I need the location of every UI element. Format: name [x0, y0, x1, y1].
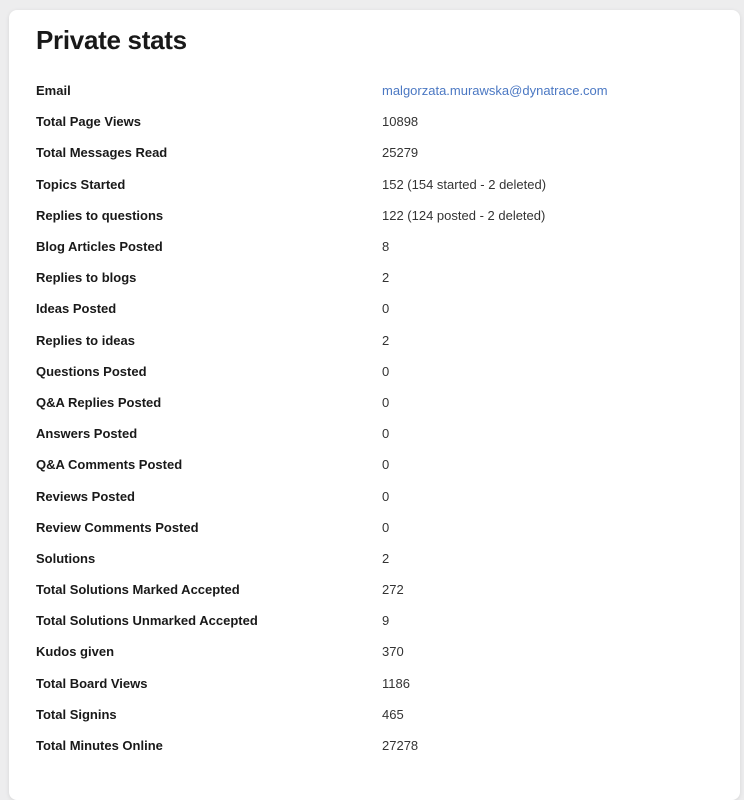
stat-row: [36, 356, 712, 387]
stat-value: 0: [382, 488, 390, 504]
stat-value: 465: [382, 706, 404, 722]
stat-value: 152 (154 started - 2 deleted): [382, 176, 547, 192]
stat-value: 8: [382, 239, 390, 255]
stat-row: [36, 480, 712, 511]
stat-value: 10898: [382, 114, 419, 130]
stat-label: Topics Started: [36, 176, 126, 192]
stat-label: Reviews Posted: [36, 488, 135, 504]
stat-label: Solutions: [36, 550, 96, 566]
page-title: Private stats: [36, 25, 187, 55]
stat-row: [36, 106, 712, 137]
stat-value: 0: [382, 457, 390, 473]
stat-value: 0: [382, 394, 390, 410]
stats-list: [36, 75, 712, 761]
stat-row: [36, 200, 712, 231]
stat-row: [36, 325, 712, 356]
stat-row: [36, 169, 712, 200]
stat-row: [36, 137, 712, 168]
stat-label: Total Messages Read: [36, 145, 168, 161]
stat-value: 0: [382, 426, 390, 442]
stat-label: Ideas Posted: [36, 301, 117, 317]
stat-label: Q&A Comments Posted: [36, 457, 183, 473]
stat-value: 122 (124 posted - 2 deleted): [382, 207, 546, 223]
stat-label: Kudos given: [36, 644, 115, 660]
stat-value: 272: [382, 582, 404, 598]
stat-label: Replies to questions: [36, 207, 164, 223]
stat-row: [36, 387, 712, 418]
stat-label: Answers Posted: [36, 426, 138, 442]
stat-row: [36, 543, 712, 574]
stat-row: [36, 668, 712, 699]
stat-label: Questions Posted: [36, 363, 147, 379]
stat-value: 2: [382, 270, 390, 286]
stat-label: Review Comments Posted: [36, 519, 199, 535]
stat-value: 0: [382, 301, 390, 317]
stat-row: [36, 262, 712, 293]
stat-value: 9: [382, 613, 390, 629]
stat-row: [36, 75, 712, 106]
stat-label: Replies to ideas: [36, 332, 135, 348]
private-stats-card: [9, 10, 740, 800]
stat-label: Replies to blogs: [36, 270, 137, 286]
stat-label: Total Solutions Marked Accepted: [36, 582, 240, 598]
stat-value: 27278: [382, 738, 419, 754]
stat-row: [36, 512, 712, 543]
stat-value: 2: [382, 332, 390, 348]
stat-row: [36, 293, 712, 324]
stat-row: [36, 605, 712, 636]
stat-label: Total Board Views: [36, 675, 148, 691]
stat-label: Total Solutions Unmarked Accepted: [36, 613, 258, 629]
stat-label: Total Signins: [36, 706, 117, 722]
stat-row: [36, 231, 712, 262]
stat-label: Email: [36, 83, 71, 99]
email-link[interactable]: malgorzata.murawska@dynatrace.com: [382, 83, 608, 99]
stat-value: 0: [382, 519, 390, 535]
stat-value: 2: [382, 550, 390, 566]
stat-label: Total Minutes Online: [36, 738, 163, 754]
stat-value: 25279: [382, 145, 419, 161]
stat-row: [36, 418, 712, 449]
stat-label: Total Page Views: [36, 114, 142, 130]
stat-value: 0: [382, 363, 390, 379]
stat-label: Blog Articles Posted: [36, 239, 163, 255]
stat-value: 1186: [382, 675, 410, 691]
stat-value: 370: [382, 644, 404, 660]
stat-row: [36, 636, 712, 667]
stat-row: [36, 449, 712, 480]
stat-row: [36, 699, 712, 730]
stat-row: [36, 574, 712, 605]
stat-row: [36, 730, 712, 761]
stat-label: Q&A Replies Posted: [36, 394, 162, 410]
